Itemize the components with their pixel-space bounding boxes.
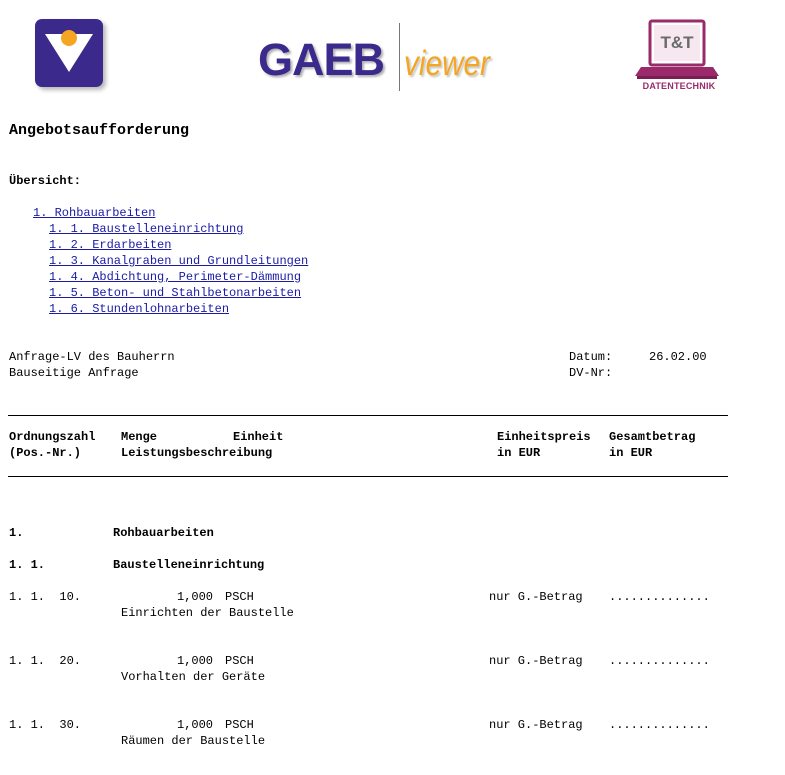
position-quantity: 1,000	[177, 654, 214, 668]
toc-link-1-2[interactable]: 1. 2. Erdarbeiten	[49, 238, 172, 252]
col-ordnungszahl: Ordnungszahl	[9, 430, 96, 444]
vendor-short-text: T&T	[660, 33, 694, 52]
position-quantity: 1,000	[177, 718, 214, 732]
col-gb-currency: in EUR	[609, 446, 653, 460]
dv-number-label: DV-Nr:	[569, 366, 613, 380]
v-logo-icon	[35, 19, 103, 87]
position-total: ..............	[609, 718, 710, 732]
position-description: Vorhalten der Geräte	[121, 670, 266, 684]
position-price-note: nur G.-Betrag	[489, 654, 583, 668]
col-pos-nr: (Pos.-Nr.)	[9, 446, 82, 460]
position-description: Räumen der Baustelle	[121, 734, 266, 748]
subsection-number: 1. 1.	[9, 558, 46, 572]
header-rule-bottom	[8, 476, 728, 477]
logo-divider	[399, 23, 400, 91]
position-unit: PSCH	[225, 590, 254, 604]
position-unit: PSCH	[225, 718, 254, 732]
header-rule-top	[8, 415, 728, 416]
date-label: Datum:	[569, 350, 613, 364]
position-number: 1. 1. 20.	[9, 654, 82, 668]
section-title: Rohbauarbeiten	[113, 526, 214, 540]
toc-link-1[interactable]: 1. Rohbauarbeiten	[33, 206, 156, 220]
col-einheitspreis: Einheitspreis	[497, 430, 591, 444]
col-einheit: Einheit	[233, 430, 284, 444]
position-number: 1. 1. 10.	[9, 590, 82, 604]
col-menge: Menge	[121, 430, 158, 444]
brand-v-logo	[35, 19, 103, 87]
gaeb-logo-text: GAEB	[258, 34, 385, 85]
position-unit: PSCH	[225, 654, 254, 668]
section-number: 1.	[9, 526, 24, 540]
toc-link-1-1[interactable]: 1. 1. Baustelleneinrichtung	[49, 222, 244, 236]
toc-link-1-5[interactable]: 1. 5. Beton- und Stahlbetonarbeiten	[49, 286, 302, 300]
toc-link-1-3[interactable]: 1. 3. Kanalgraben und Grundleitungen	[49, 254, 309, 268]
col-ep-currency: in EUR	[497, 446, 541, 460]
position-number: 1. 1. 30.	[9, 718, 82, 732]
position-price-note: nur G.-Betrag	[489, 590, 583, 604]
toc-link-1-6[interactable]: 1. 6. Stundenlohnarbeiten	[49, 302, 230, 316]
position-quantity: 1,000	[177, 590, 214, 604]
request-type: Anfrage-LV des Bauherrn	[9, 350, 175, 364]
position-price-note: nur G.-Betrag	[489, 718, 583, 732]
date-value: 26.02.00	[649, 350, 707, 364]
toc-link-1-4[interactable]: 1. 4. Abdichtung, Perimeter-Dämmung	[49, 270, 302, 284]
viewer-logo-text: viewer	[404, 44, 490, 83]
subsection-title: Baustelleneinrichtung	[113, 558, 265, 572]
position-total: ..............	[609, 590, 710, 604]
position-description: Einrichten der Baustelle	[121, 606, 294, 620]
monitor-logo-icon	[633, 18, 723, 82]
vendor-caption: DATENTECHNIK	[642, 81, 716, 91]
page-title: Angebotsaufforderung	[9, 122, 190, 139]
col-leistungsbeschreibung: Leistungsbeschreibung	[121, 446, 273, 460]
position-total: ..............	[609, 654, 710, 668]
tt-datentechnik-logo	[633, 18, 723, 96]
request-origin: Bauseitige Anfrage	[9, 366, 139, 380]
overview-heading: Übersicht:	[9, 174, 82, 188]
col-gesamtbetrag: Gesamtbetrag	[609, 430, 696, 444]
